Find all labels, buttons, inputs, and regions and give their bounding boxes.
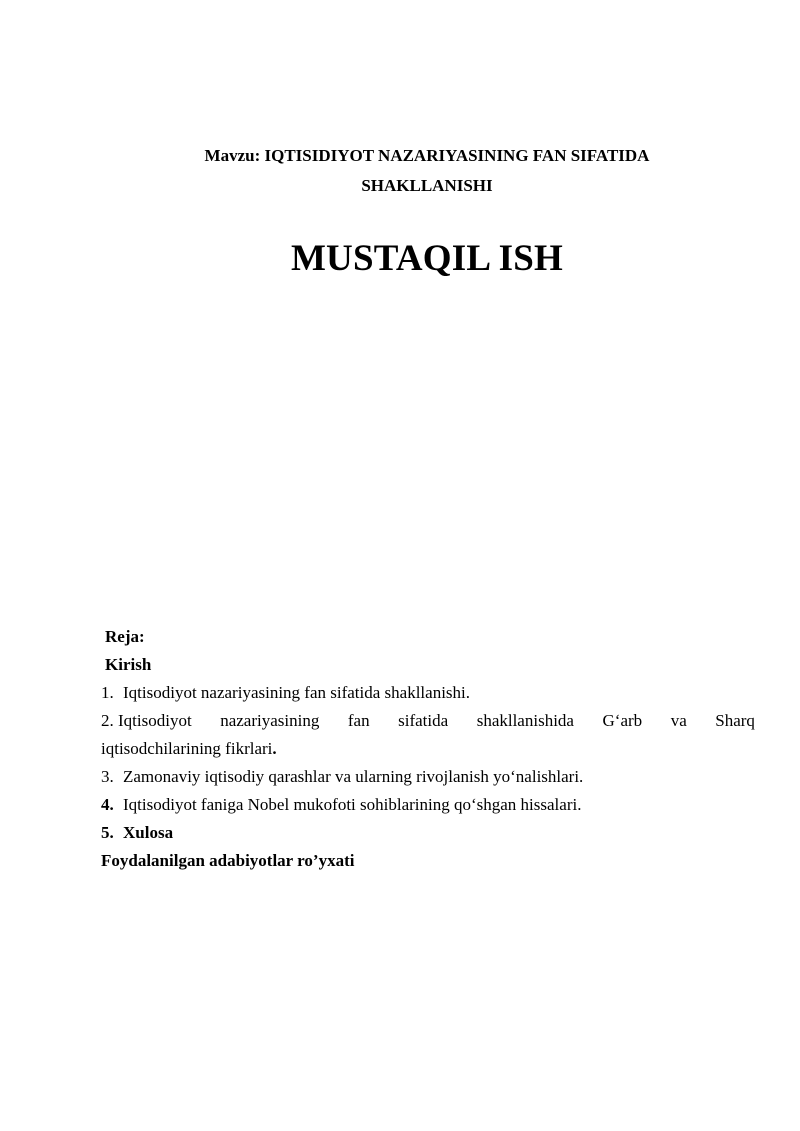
topic-text-1: IQTISIDIYOT NAZARIYASINING FAN SIFATIDA: [264, 146, 650, 165]
plan-item-2-first-word: [101, 707, 192, 735]
document-title: MUSTAQIL ISH: [290, 238, 564, 279]
plan-item-5-number: 5.: [101, 823, 114, 842]
topic-line-2: SHAKLLANISHI: [361, 176, 493, 195]
plan-item-4: [101, 791, 755, 819]
plan-item-1: [101, 679, 755, 707]
plan-item-2-word: fan: [347, 711, 370, 730]
plan-item-2-number: 2.: [101, 711, 114, 730]
references-heading: Foydalanilgan adabiyotlar ro’yxati: [101, 851, 355, 870]
plan-item-2-word: Sharq: [715, 711, 755, 730]
plan-item-2-continuation: iqtisodchilarining fikrlari: [101, 739, 273, 758]
topic-prefix: Mavzu:: [204, 146, 261, 165]
plan-item-1-number: 1.: [101, 683, 114, 702]
plan-item-5-text: Xulosa: [123, 823, 174, 842]
plan-section: [101, 623, 755, 875]
plan-item-2-word: va: [670, 711, 687, 730]
topic-line-1: [100, 141, 754, 171]
plan-heading: Reja:: [105, 627, 145, 646]
topic-heading: [100, 141, 754, 201]
plan-item-2-line-2: [101, 735, 755, 763]
plan-item-3: [101, 763, 755, 791]
plan-item-4-text: Iqtisodiyot faniga Nobel mukofoti sohiblarining qo‘shgan hissalari.: [123, 795, 582, 814]
plan-item-2-word: shakllanishida: [476, 711, 574, 730]
plan-item-3-number: 3.: [101, 767, 114, 786]
plan-item-2-line-1: [101, 707, 755, 735]
plan-item-2-word: Iqtisodiyot: [118, 711, 192, 730]
plan-item-1-text: Iqtisodiyot nazariyasining fan sifatida shakllanishi.: [123, 683, 471, 702]
plan-item-4-number: 4.: [101, 795, 114, 814]
plan-intro: Kirish: [105, 655, 152, 674]
plan-item-2-period: .: [272, 739, 277, 758]
plan-item-3-text: Zamonaviy iqtisodiy qarashlar va ularning rivojlanish yo‘nalishlari.: [123, 767, 584, 786]
plan-item-5: [101, 819, 755, 847]
plan-item-2-word: nazariyasining: [220, 711, 320, 730]
plan-item-2-word: G‘arb: [602, 711, 643, 730]
plan-item-2-word: sifatida: [398, 711, 449, 730]
